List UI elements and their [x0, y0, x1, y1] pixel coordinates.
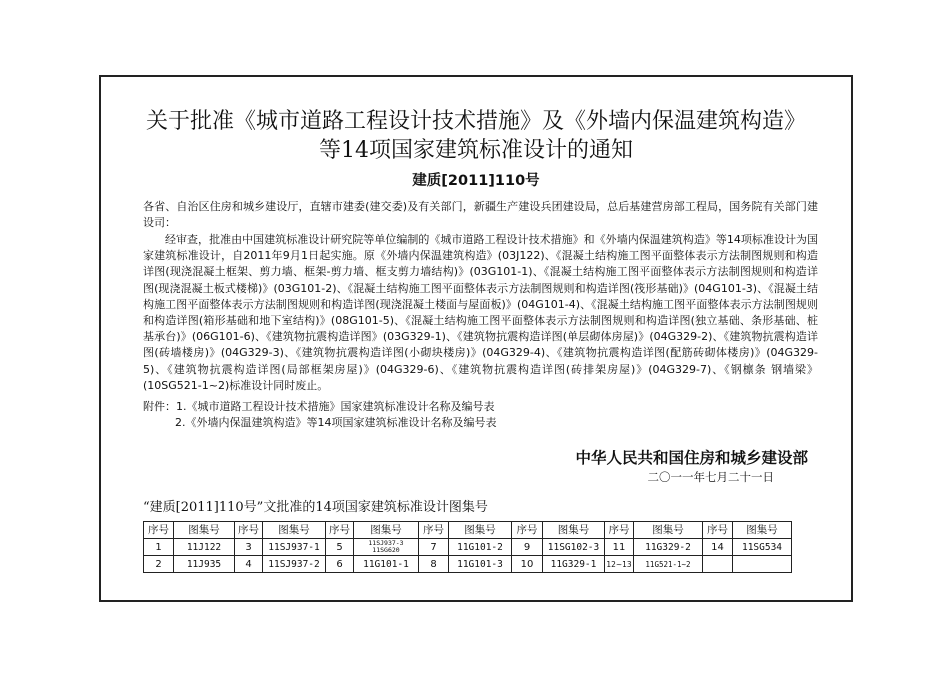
issue-date: 二〇一一年七月二十一日 [647, 470, 774, 484]
title-line-1: 关于批准《城市道路工程设计技术措施》及《外墙内保温建筑构造》 [145, 109, 806, 134]
table-cell: 11G329-1 [543, 556, 605, 573]
table-cell: 4 [235, 556, 263, 573]
header-cell: 序号 [235, 522, 263, 539]
table-cell: 10 [512, 556, 543, 573]
header-cell: 序号 [512, 522, 543, 539]
title-line-2: 等14项国家建筑标准设计的通知 [319, 138, 633, 163]
header-cell: 序号 [605, 522, 634, 539]
header-cell: 图集号 [449, 522, 512, 539]
attachment-2: 2.《外墙内保温建筑构造》等14项国家建筑标准设计名称及编号表 [175, 416, 497, 429]
table-cell: 12~13 [605, 556, 634, 573]
table-cell: 14 [703, 539, 733, 556]
table-cell: 11SJ937-2 [263, 556, 326, 573]
header-cell: 序号 [326, 522, 354, 539]
table-cell: 11SJ937-1 [263, 539, 326, 556]
header-cell: 序号 [703, 522, 733, 539]
table-cell: 11J935 [174, 556, 235, 573]
table-cell: 11SG534 [733, 539, 792, 556]
header-cell: 图集号 [733, 522, 792, 539]
attachment-1: 附件：1.《城市道路工程设计技术措施》国家建筑标准设计名称及编号表 [143, 400, 495, 413]
table-cell: 11SG102-3 [543, 539, 605, 556]
table-cell: 11G101-2 [449, 539, 512, 556]
table-cell: 11G329-2 [634, 539, 703, 556]
header-cell: 图集号 [174, 522, 235, 539]
table-cell: 1 [144, 539, 174, 556]
header-cell: 图集号 [543, 522, 605, 539]
main-paragraph: 经审查，批准由中国建筑标准设计研究院等单位编制的《城市道路工程设计技术措施》和《外墙内保温建筑构造》等14项标准设计为国家建筑标准设计，自2011年9月1日起实施。原《外墙内保温建筑构造》(03J122)、《混凝土结构施工图平面整体表示方法制图规则和构造详图(现浇混凝土框架、剪力墙、框架-剪力墙、框支剪力墙结构)》(03G101-1)、《混凝土结构施工图平面整体表示方法制图规则和构造详图(现浇混凝土板式楼梯)》(03G101-2)、《混凝土结构施工图平面整体表示方法制图规则和构造详图(筏形基础)》(04G101-3)、《混凝土结构施工图平面整体表示方法制图规则和构造详图(现浇混凝土楼面与屋面板)》(04G101-4)、《混凝土结构施工图平面整体表示方法制图规则和构造详图(箱形基础和地下室结构)》(08G101-5)、《混凝土结构施工图平面整体表示方法制图规则和构造详图(独立基础、条形基础、桩基承台)》(06G101-6)、《建筑物抗震构造详图》(03G329-1)、《建筑物抗震构造详图(单层砌体房屋)》(04G329-2)、《建筑物抗震构造详图(砖墙楼房)》(04G329-3)、《建筑物抗震构造详图(小砌块楼房)》(04G329-4)、《建筑物抗震构造详图(配筋砖砌体楼房)》(04G329-5)、《建筑物抗震构造详图(局部框架房屋)》(04G329-6)、《建筑物抗震构造详图(砖排架房屋)》(04G329-7)、《钢檩条 钢墙梁》(10SG521-1~2)标准设计同时废止。 [143, 233, 818, 392]
table-cell: 11SJ937-3 11SG620 [354, 539, 419, 556]
table-cell: 8 [419, 556, 449, 573]
table-row [144, 556, 792, 573]
header-cell: 图集号 [634, 522, 703, 539]
table-cell [703, 556, 733, 573]
table-cell: 11G521-1~2 [634, 556, 703, 573]
table-cell: 2 [144, 556, 174, 573]
table-cell: 3 [235, 539, 263, 556]
table-cell: 9 [512, 539, 543, 556]
atlas-table [143, 521, 792, 573]
table-row [144, 539, 792, 556]
addressees: 各省、自治区住房和城乡建设厅，直辖市建委(建交委)及有关部门，新疆生产建设兵团建设局，总后基建营房部工程局，国务院有关部门建设司： [143, 200, 818, 230]
table-caption: “建质[2011]110号”文批准的14项国家建筑标准设计图集号 [143, 500, 488, 515]
header-cell: 图集号 [354, 522, 419, 539]
table-cell [733, 556, 792, 573]
table-cell: 7 [419, 539, 449, 556]
table-cell: 6 [326, 556, 354, 573]
document-number: 建质[2011]110号 [412, 173, 540, 189]
issuer: 中华人民共和国住房和城乡建设部 [575, 449, 808, 467]
header-cell: 序号 [419, 522, 449, 539]
table-cell: 11J122 [174, 539, 235, 556]
table-cell: 11G101-1 [354, 556, 419, 573]
table-header-row [144, 522, 792, 539]
table-cell: 11 [605, 539, 634, 556]
header-cell: 序号 [144, 522, 174, 539]
table-cell: 5 [326, 539, 354, 556]
header-cell: 图集号 [263, 522, 326, 539]
table-cell: 11G101-3 [449, 556, 512, 573]
